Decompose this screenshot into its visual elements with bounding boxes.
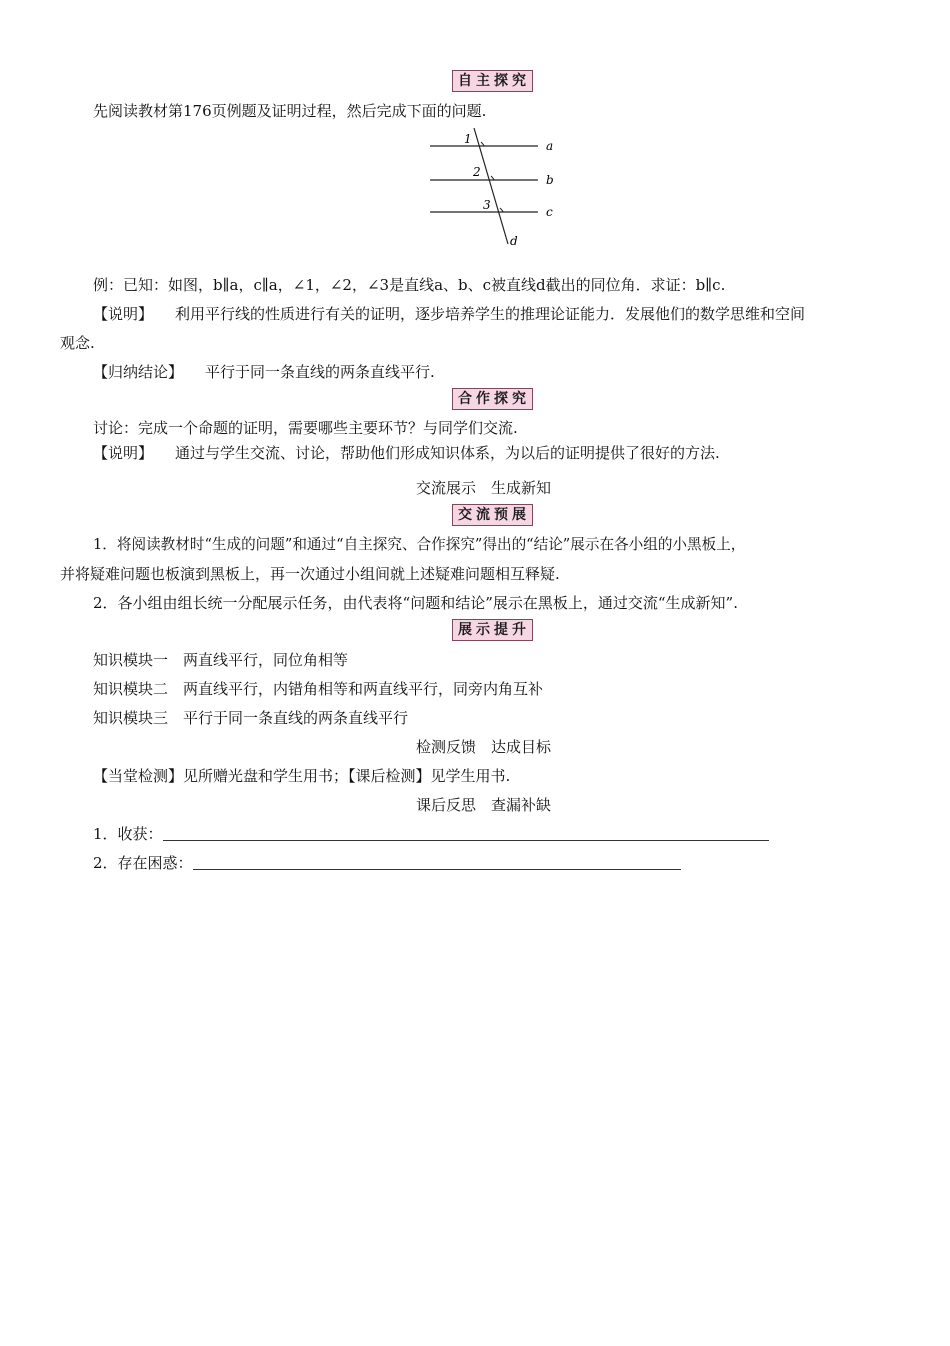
conclusion-line	[93, 362, 435, 382]
section-badge-zizhu: 自主探究	[452, 70, 533, 92]
heading-feedback: 检测反馈 达成目标	[416, 738, 552, 756]
heading-reflect: 课后反思 查漏补缺	[416, 796, 552, 814]
note1-tag: 【说明】	[93, 305, 154, 323]
module-3: 知识模块三 平行于同一条直线的两条直线平行	[93, 709, 409, 727]
module-1: 知识模块一 两直线平行，同位角相等	[93, 651, 349, 669]
section-badge-hezuo: 合作探究	[452, 388, 533, 410]
line-label-d: d	[510, 234, 518, 248]
note2-text: 通过与学生交流、讨论，帮助他们形成知识体系，为以后的证明提供了很好的方法.	[175, 444, 720, 462]
angle-label-3: 3	[483, 198, 491, 212]
reflect-gain-label: 1．收获：	[93, 825, 163, 843]
conclusion-tag: 【归纳结论】	[93, 363, 184, 381]
example-text: 例：已知：如图，b∥a，c∥a，∠1，∠2，∠3是直线a、b、c被直线d截出的同位角．求证：b∥c.	[93, 276, 726, 294]
line-label-a: a	[546, 139, 554, 153]
note1-line1	[93, 304, 805, 324]
heading-exchange: 交流展示 生成新知	[416, 479, 552, 497]
test-line: 【当堂检测】见所赠光盘和学生用书；【课后检测】见学生用书.	[93, 767, 511, 785]
item1-line1: 1．将阅读教材时“生成的问题”和通过“自主探究、合作探究”得出的“结论”展示在各小组的小黑板上，	[93, 536, 746, 553]
item2-text: 2．各小组由组长统一分配展示任务，由代表将“问题和结论”展示在黑板上，通过交流“生成新知”.	[93, 594, 738, 612]
line-label-b: b	[546, 173, 554, 187]
line-label-c: c	[546, 205, 553, 219]
discussion-text: 讨论：完成一个命题的证明，需要哪些主要环节？与同学们交流.	[93, 419, 518, 437]
angle-label-2: 2	[473, 165, 481, 179]
note2-line	[93, 443, 720, 463]
reflect-doubt-line	[93, 853, 681, 873]
line-d	[474, 128, 508, 244]
note1-line2: 观念.	[60, 334, 95, 352]
intro-text: 先阅读教材第176页例题及证明过程，然后完成下面的问题.	[93, 102, 487, 120]
reflect-gain-line	[93, 824, 769, 844]
section-badge-zhanshi: 展示提升	[452, 619, 533, 641]
section-badge-jiaoliu: 交流预展	[452, 504, 533, 526]
note2-tag: 【说明】	[93, 444, 154, 462]
angle-label-1: 1	[464, 132, 472, 146]
module-2: 知识模块二 两直线平行，内错角相等和两直线平行，同旁内角互补	[93, 680, 544, 698]
conclusion-text: 平行于同一条直线的两条直线平行.	[205, 363, 435, 381]
note1-text: 利用平行线的性质进行有关的证明，逐步培养学生的推理论证能力．发展他们的数学思维和空间	[175, 305, 806, 323]
reflect-doubt-label: 2．存在困惑：	[93, 854, 193, 872]
doubt-blank[interactable]	[193, 855, 681, 870]
item1-line2: 并将疑难问题也板演到黑板上，再一次通过小组间就上述疑难问题相互释疑.	[60, 565, 560, 583]
gain-blank[interactable]	[163, 826, 769, 841]
parallel-lines-figure	[420, 128, 570, 252]
